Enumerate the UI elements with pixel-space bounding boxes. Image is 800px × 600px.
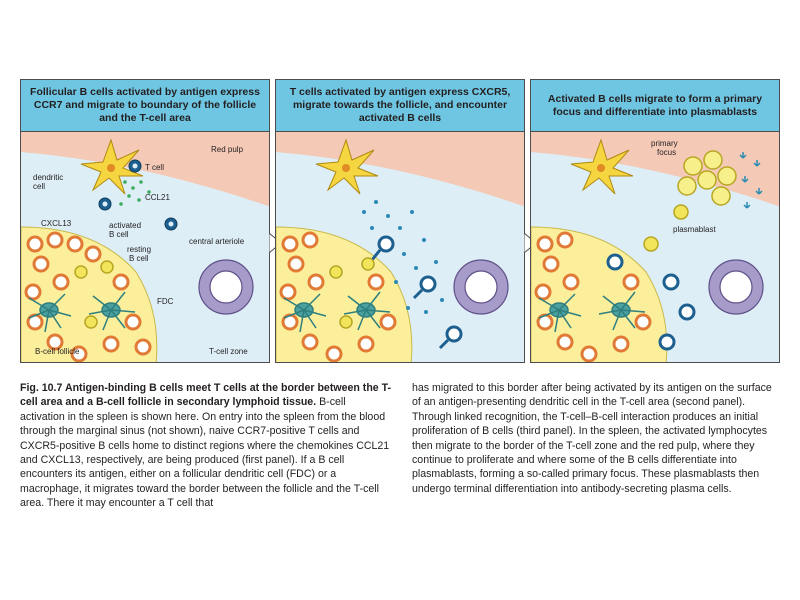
- panel-1-header: Follicular B cells activated by antigen express CCR7 and migrate to boundary of the follicle and the T-cell area: [21, 80, 269, 132]
- fdc-label: FDC: [157, 297, 174, 306]
- activated-b-label-1: activated: [109, 221, 142, 230]
- dendritic-cell-label-2: cell: [33, 182, 46, 191]
- caption-left: [20, 381, 392, 511]
- central-arteriole-2: [454, 260, 508, 314]
- panel-1-illustration: [21, 132, 270, 363]
- t-cell-label: T cell: [145, 163, 164, 172]
- primary-focus-label-2: focus: [657, 148, 677, 157]
- caption-right: [412, 381, 780, 496]
- figure: [20, 79, 780, 363]
- cxcl13-label: CXCL13: [41, 219, 72, 228]
- b-cell-follicle-label: B-cell follicle: [35, 347, 80, 356]
- central-arteriole-3: [709, 260, 763, 314]
- central-arteriole: [199, 260, 253, 314]
- activated-b-label-2: B cell: [109, 230, 129, 239]
- caption-right-body: has migrated to this border after being activated by its antigen on the surface of an antigen-presenting dendritic cell in the T-cell area (second panel). Through linked recognition, the T-cell–B-cell interaction produces an initial proliferation of B cells (third panel). In the spleen, the activated lymphocytes then migrate to the border of the T-cell zone and the red pulp, where they continue to proliferate and where some of the B cells differentiate into plasmablasts, forming a so-called primary focus. These plasmablasts then undergo terminal differentiation into antibody-secreting plasma cells.: [412, 382, 772, 495]
- panel-2-illustration: [276, 132, 525, 363]
- panel-2: [275, 79, 525, 363]
- panel-2-header: T cells activated by antigen express CXCR5, migrate towards the follicle, and encounter activated B cells: [276, 80, 524, 132]
- red-pulp-label: Red pulp: [211, 145, 244, 154]
- dendritic-cell-label-1: dendritic: [33, 173, 64, 182]
- caption-title: Fig. 10.7 Antigen-binding B cells meet T cells at the border between the T-cell area and a B-cell follicle in secondary lymphoid tissue.: [20, 382, 392, 409]
- resting-b-label-2: B cell: [129, 254, 149, 263]
- ccl21-label: CCL21: [145, 193, 170, 202]
- plasmablast-label: plasmablast: [673, 225, 716, 234]
- central-arteriole-label: central arteriole: [189, 237, 245, 246]
- panel-3: [530, 79, 780, 363]
- primary-focus-label-1: primary: [651, 139, 678, 148]
- panel-3-illustration: [531, 132, 780, 363]
- panel-1: [20, 79, 270, 363]
- caption-left-body: B-cell activation in the spleen is shown here. On entry into the spleen from the blood through the marginal sinus (not shown), naive CCR7-positive T cells and CXCR5-positive B cells home to distinct regions where the chemokines CCL21 and CXCL13, respectively, are being produced (first panel). If a B cell encounters its antigen, either on a follicular dendritic cell (FDC) or a macrophage, it migrates toward the border between the follicle and the T-cell area. There it may encounter a T cell that: [20, 396, 390, 510]
- t-cell-zone-label: T-cell zone: [209, 347, 248, 356]
- resting-b-label-1: resting: [127, 245, 152, 254]
- panel-3-header: Activated B cells migrate to form a primary focus and differentiate into plasmablasts: [531, 80, 779, 132]
